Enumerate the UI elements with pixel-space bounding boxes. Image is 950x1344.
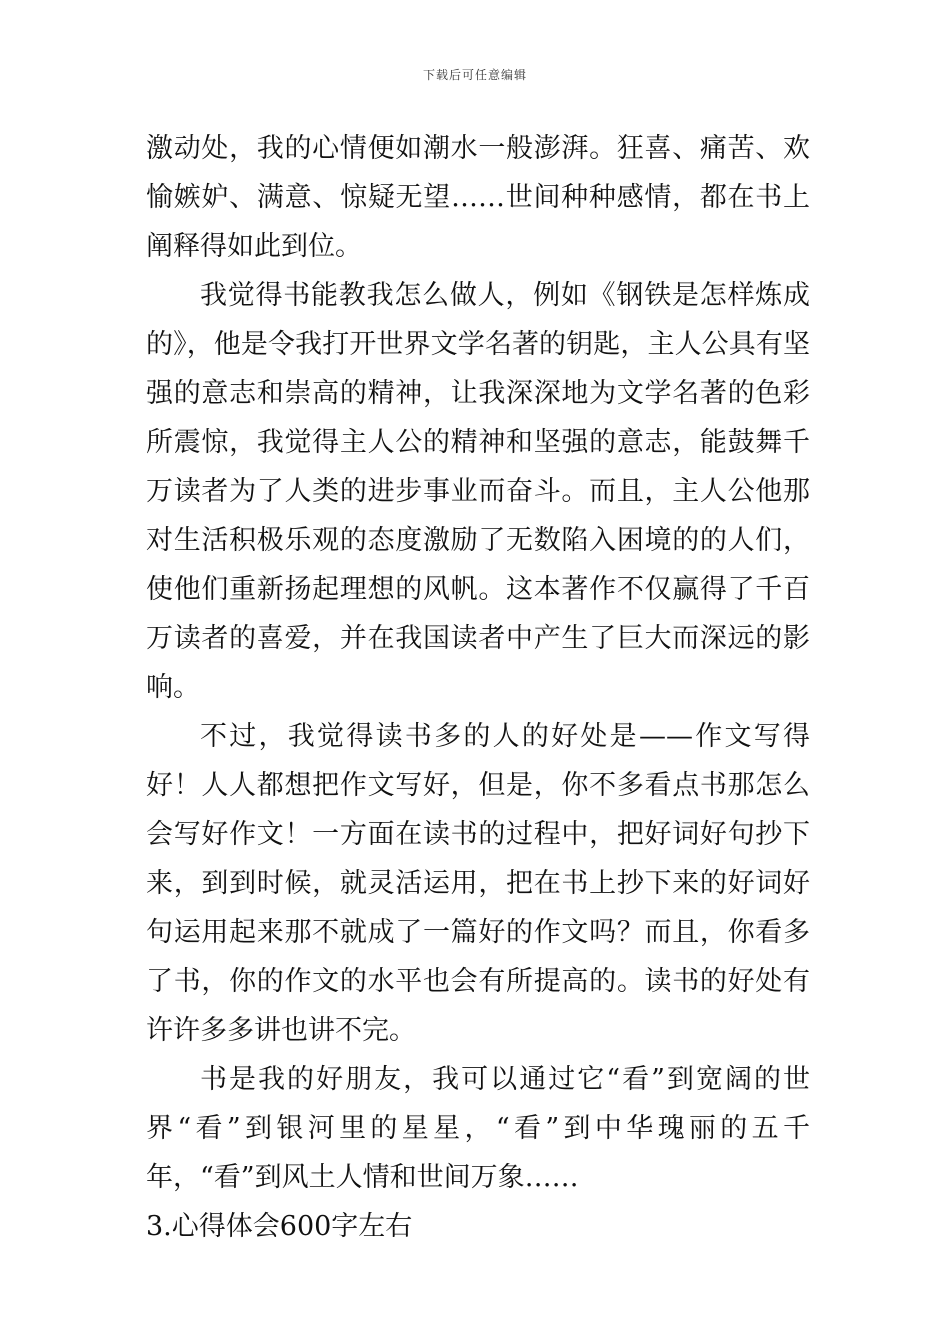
paragraph-2: 我觉得书能教我怎么做人，例如《钢铁是怎样炼成的》，他是令我打开世界文学名著的钥匙，主人公具有坚强的意志和崇高的精神，让我深深地为文学名著的色彩所震惊，我觉得主人公的精神和坚强的意志，能鼓舞千万读者为了人类的进步事业而奋斗。而且，主人公他那对生活积极乐观的态度激励了无数陷入困境的的人们，使他们重新扬起理想的风帆。这本著作不仅赢得了千百万读者的喜爱，并在我国读者中产生了巨大而深远的影响。: [146, 280, 810, 703]
document-body: [146, 124, 810, 1251]
paragraph-4: 书是我的好朋友，我可以通过它“看”到宽阔的世界“看”到银河里的星星，“看”到中华瑰丽的五千年，“看”到风土人情和世间万象……: [146, 1064, 810, 1193]
section-heading: 3.心得体会600字左右: [146, 1211, 413, 1242]
paragraph-3: 不过，我觉得读书多的人的好处是——作文写得好！人人都想把作文写好，但是，你不多看点书那怎么会写好作文！一方面在读书的过程中，把好词好句抄下来，到到时候，就灵活运用，把在书上抄下来的好词好句运用起来那不就成了一篇好的作文吗？而且，你看多了书，你的作文的水平也会有所提高的。读书的好处有许许多多讲也讲不完。: [146, 721, 810, 1046]
page-header-note: 下载后可任意编辑: [422, 68, 527, 82]
paragraph-1: 激动处，我的心情便如潮水一般澎湃。狂喜、痛苦、欢愉嫉妒、满意、惊疑无望……世间种种感情，都在书上阐释得如此到位。: [146, 133, 810, 262]
